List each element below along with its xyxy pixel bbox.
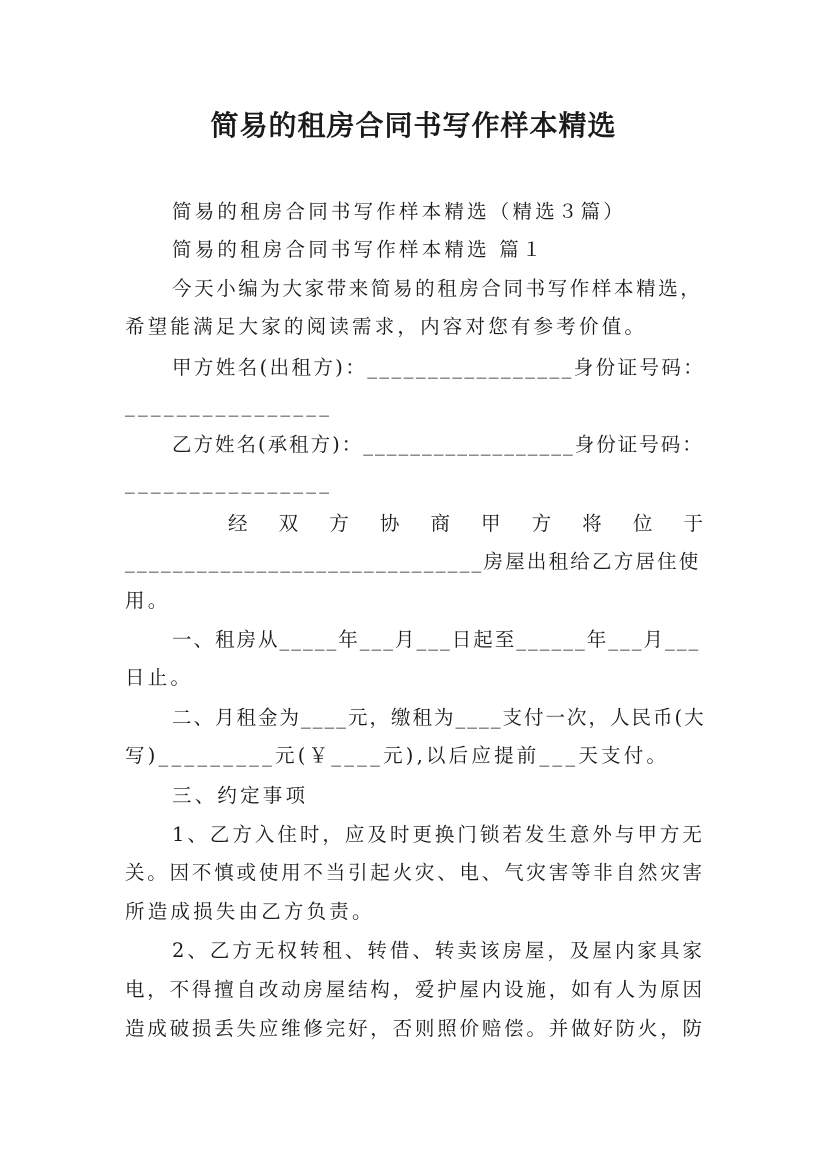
agreement-line-3: 用。: [125, 589, 171, 612]
party-b-line-1: 乙方姓名(承租方)：__________________身份证号码：: [172, 433, 704, 456]
intro-line-1: 今天小编为大家带来简易的租房合同书写作样本精选，: [172, 277, 703, 300]
subtitle: 简易的租房合同书写作样本精选（精选３篇）: [172, 200, 627, 223]
item-2-line-2: 电，不得擅自改动房屋结构，爱护屋内设施，如有人为原因: [125, 978, 705, 1001]
clause-1-line-2: 日止。: [125, 666, 194, 689]
clause-2-line-1: 二、月租金为____元，缴租为____支付一次，人民币(大: [172, 706, 706, 729]
party-a-line-1: 甲方姓名(出租方)：_________________身份证号码：: [172, 356, 706, 379]
agreement-line-1: 经双方协商甲方将位于: [228, 512, 703, 535]
section-heading: 简易的租房合同书写作样本精选 篇１: [172, 238, 545, 261]
item-1-line-2: 关。因不慎或使用不当引起火灾、电、气灾害等非自然灾害: [125, 861, 705, 884]
item-1-line-3: 所造成损失由乙方负责。: [125, 900, 375, 923]
intro-line-2: 希望能满足大家的阅读需求，内容对您有参考价值。: [125, 315, 648, 338]
clause-1-line-1: 一、租房从_____年___月___日起至______年___月___: [172, 628, 701, 651]
party-a-line-2: ________________: [125, 394, 333, 417]
item-2-line-1: 2、乙方无权转租、转借、转卖该房屋，及屋内家具家: [172, 939, 705, 962]
clause-2-line-2: 写)_________元(￥____元),以后应提前___天支付。: [125, 744, 670, 767]
item-2-line-3: 造成破损丢失应维修完好，否则照价赔偿。并做好防火，防: [125, 1017, 705, 1040]
item-1-line-1: 1、乙方入住时，应及时更换门锁若发生意外与甲方无: [172, 823, 705, 846]
agreement-line-2: ______________________________房屋出租给乙方居住使: [125, 550, 701, 573]
document-title: 简易的租房合同书写作样本精选: [210, 109, 617, 142]
clause-3-heading: 三、约定事项: [172, 784, 309, 807]
party-b-line-2: ________________: [125, 471, 333, 494]
